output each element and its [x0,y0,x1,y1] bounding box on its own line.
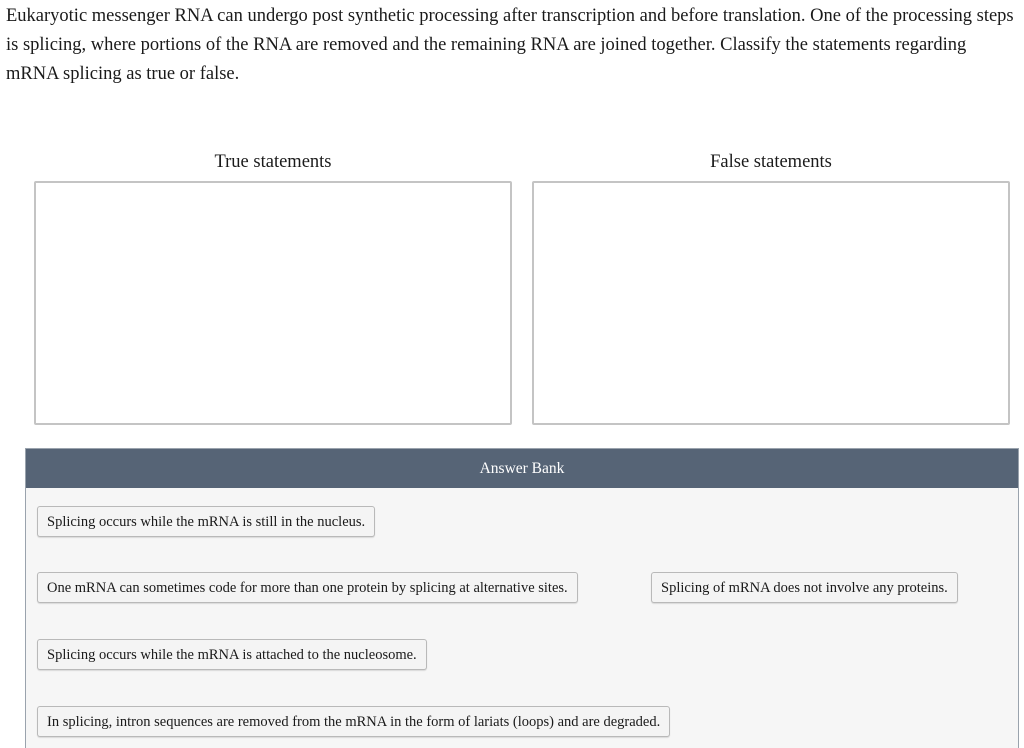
answer-bank-title: Answer Bank [26,449,1018,488]
true-statements-dropzone[interactable] [34,181,512,425]
answer-bank [25,448,1019,748]
answer-chip-alternative-splicing[interactable]: One mRNA can sometimes code for more than one protein by splicing at alternative sites. [37,572,578,603]
answer-chip-no-proteins[interactable]: Splicing of mRNA does not involve any proteins. [651,572,958,603]
false-statements-label: False statements [710,152,832,172]
answer-chip-nucleus[interactable]: Splicing occurs while the mRNA is still in the nucleus. [37,506,375,537]
answer-chip-nucleosome[interactable]: Splicing occurs while the mRNA is attached to the nucleosome. [37,639,427,670]
answer-chip-lariats[interactable]: In splicing, intron sequences are removed from the mRNA in the form of lariats (loops) and are degraded. [37,706,670,737]
true-statements-label: True statements [214,152,332,172]
question-text: Eukaryotic messenger RNA can undergo post synthetic processing after transcription and before translation. One of the processing steps is splicing, where portions of the RNA are removed and the remaining RNA are joined together. Classify the statements regarding mRNA splicing as true or false. [6,6,1014,84]
false-statements-dropzone[interactable] [532,181,1010,425]
